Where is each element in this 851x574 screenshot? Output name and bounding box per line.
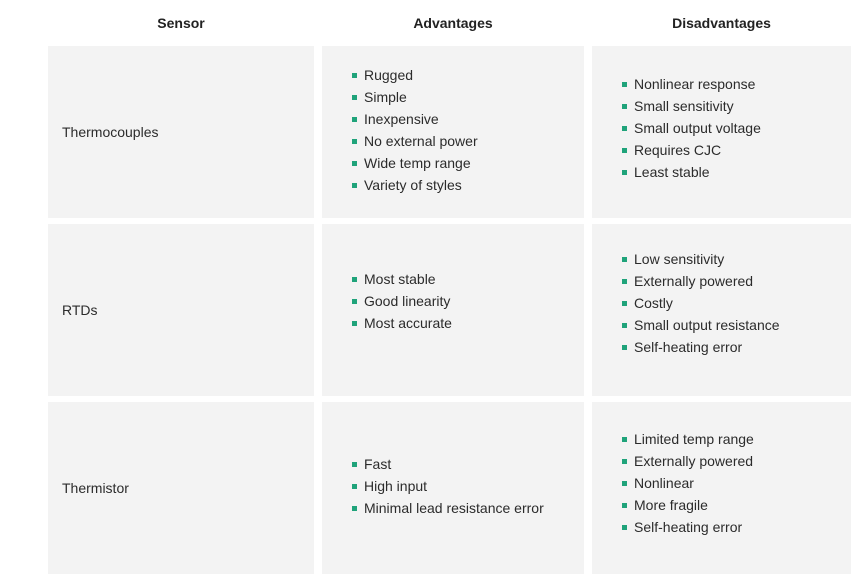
list-item: More fragile xyxy=(622,494,754,516)
list-item: Small output resistance xyxy=(622,314,780,336)
list-item: Nonlinear xyxy=(622,472,754,494)
list-item: Fast xyxy=(352,453,544,475)
disadvantages-list xyxy=(622,248,780,358)
disadvantages-list xyxy=(622,428,754,538)
list-item: Self-heating error xyxy=(622,516,754,538)
advantages-list xyxy=(352,453,544,519)
sensor-comparison-table xyxy=(48,0,851,574)
list-item: Good linearity xyxy=(352,290,452,312)
header-disadvantages: Disadvantages xyxy=(672,15,771,31)
advantages-cell xyxy=(322,46,584,218)
list-item: Low sensitivity xyxy=(622,248,780,270)
list-item: No external power xyxy=(352,130,478,152)
list-item: Variety of styles xyxy=(352,174,478,196)
list-item: Simple xyxy=(352,86,478,108)
list-item: Most stable xyxy=(352,268,452,290)
table-row-rtds xyxy=(48,224,851,396)
list-item: Small sensitivity xyxy=(622,95,761,117)
list-item: Limited temp range xyxy=(622,428,754,450)
header-advantages: Advantages xyxy=(413,15,493,31)
list-item: Externally powered xyxy=(622,270,780,292)
table-header-row xyxy=(48,0,851,46)
disadvantages-cell xyxy=(592,224,851,396)
list-item: Wide temp range xyxy=(352,152,478,174)
advantages-cell xyxy=(322,224,584,396)
list-item: Self-heating error xyxy=(622,336,780,358)
list-item: High input xyxy=(352,475,544,497)
header-sensor: Sensor xyxy=(157,15,205,31)
list-item: Least stable xyxy=(622,161,761,183)
list-item: Externally powered xyxy=(622,450,754,472)
advantages-list xyxy=(352,268,452,334)
disadvantages-list xyxy=(622,73,761,183)
table-row-thermocouples xyxy=(48,46,851,218)
list-item: Inexpensive xyxy=(352,108,478,130)
list-item: Nonlinear response xyxy=(622,73,761,95)
list-item: Most accurate xyxy=(352,312,452,334)
advantages-cell xyxy=(322,402,584,574)
list-item: Minimal lead resistance error xyxy=(352,497,544,519)
sensor-name-cell: RTDs xyxy=(48,224,314,396)
list-item: Small output voltage xyxy=(622,117,761,139)
advantages-list xyxy=(352,64,478,196)
list-item: Rugged xyxy=(352,64,478,86)
disadvantages-cell xyxy=(592,402,851,574)
sensor-name-cell: Thermocouples xyxy=(48,46,314,218)
list-item: Requires CJC xyxy=(622,139,761,161)
table-row-thermistor xyxy=(48,402,851,574)
list-item: Costly xyxy=(622,292,780,314)
sensor-name-cell: Thermistor xyxy=(48,402,314,574)
disadvantages-cell xyxy=(592,46,851,218)
